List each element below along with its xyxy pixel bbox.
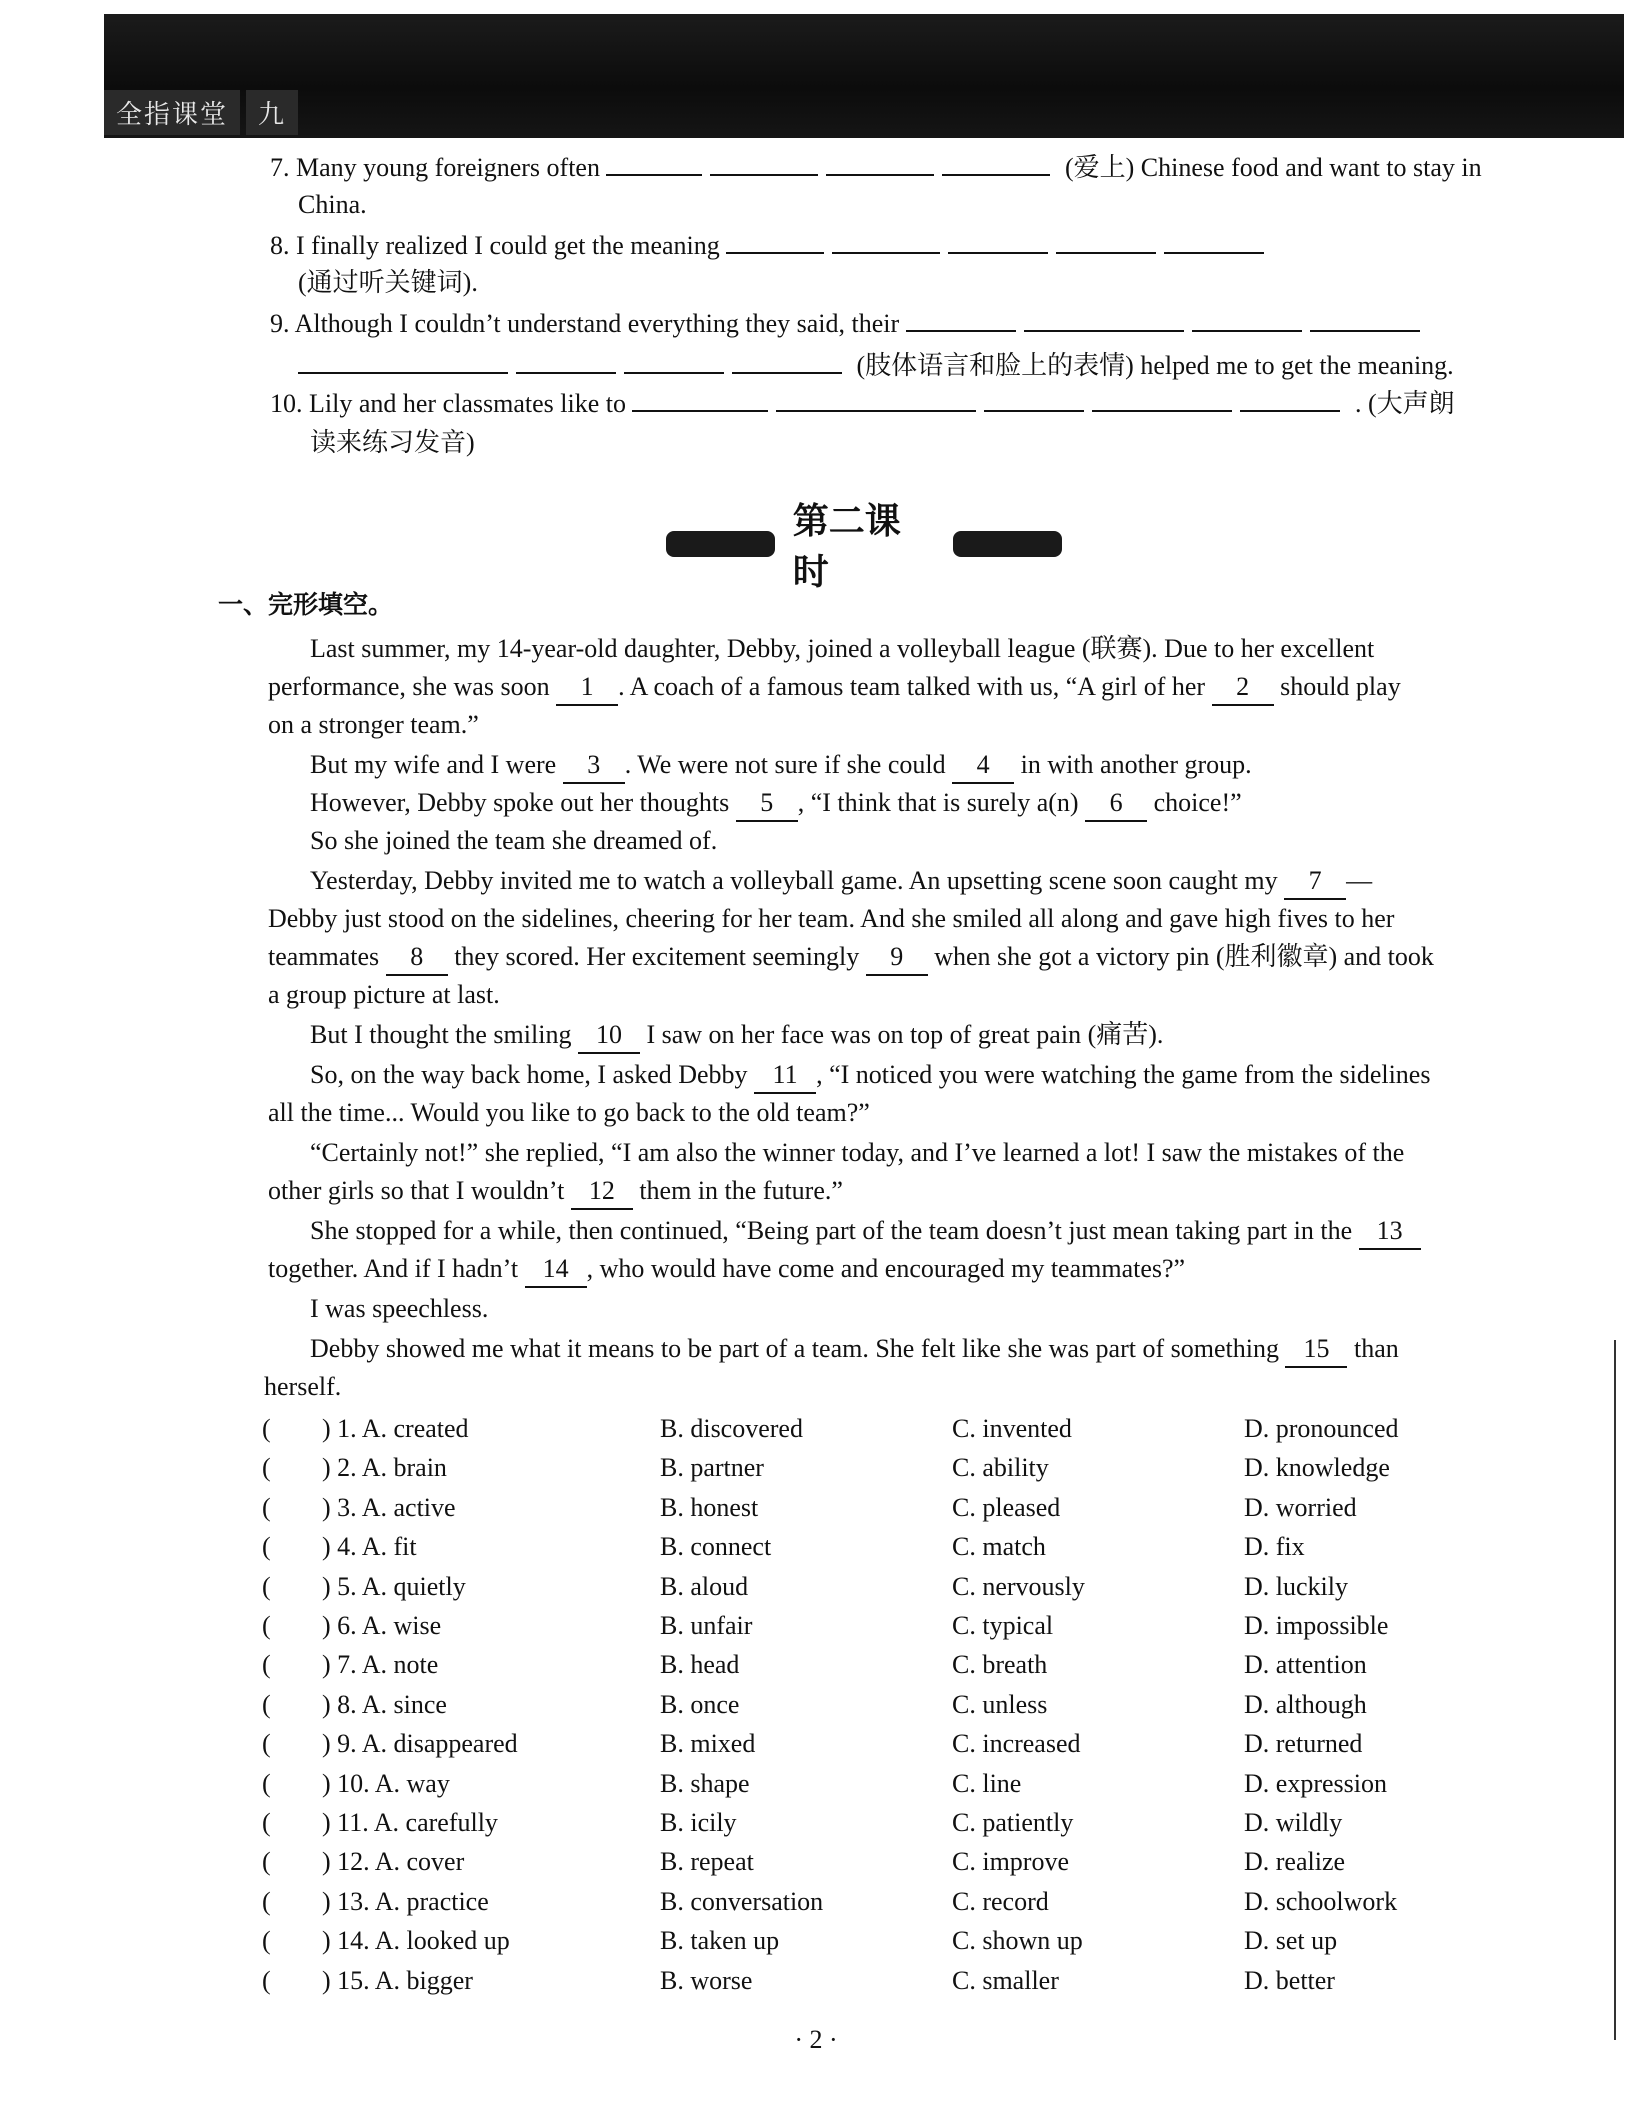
cloze-blank[interactable]: 3: [563, 748, 625, 784]
text-span: in with another group.: [1020, 750, 1252, 779]
option-c[interactable]: C. match: [952, 1532, 1046, 1561]
cloze-blank[interactable]: 2: [1212, 670, 1274, 706]
text-span: . We were not sure if she could: [624, 750, 946, 779]
text-span: So, on the way back home, I asked Debby: [310, 1060, 748, 1089]
answer-paren[interactable]: (: [262, 1572, 271, 1601]
text-span: She stopped for a while, then continued, “Being part of the team doesn’t just mean taking part in the: [310, 1216, 1353, 1245]
option-c[interactable]: C. ability: [952, 1453, 1049, 1482]
cloze-blank[interactable]: 6: [1085, 786, 1147, 822]
item-10-continued: 读来练习发音): [310, 428, 475, 457]
answer-paren[interactable]: (: [262, 1650, 271, 1679]
answer-blank[interactable]: [1192, 306, 1302, 332]
text-span: teammates: [268, 942, 380, 971]
item-9-text: 9. Although I couldn’t understand everything they said, their: [270, 309, 900, 338]
passage-line: herself.: [264, 1372, 342, 1401]
title-bar-left: [666, 531, 775, 557]
option-c[interactable]: C. patiently: [952, 1808, 1074, 1837]
section-title-text: 第二课时: [792, 501, 901, 593]
option-b[interactable]: B. repeat: [660, 1847, 754, 1876]
option-b[interactable]: B. head: [660, 1650, 740, 1679]
option-d[interactable]: D. set up: [1244, 1926, 1338, 1955]
answer-paren[interactable]: (: [262, 1453, 271, 1482]
option-a[interactable]: ) 9. A. disappeared: [322, 1729, 518, 1758]
cloze-blank[interactable]: 5: [736, 786, 798, 822]
option-d[interactable]: D. pronounced: [1244, 1414, 1399, 1443]
option-a[interactable]: ) 6. A. wise: [322, 1611, 442, 1640]
answer-blank[interactable]: [1024, 306, 1184, 332]
answer-blank[interactable]: [624, 348, 724, 374]
option-a[interactable]: ) 14. A. looked up: [322, 1926, 510, 1955]
answer-blank[interactable]: [826, 150, 934, 176]
option-b[interactable]: B. shape: [660, 1769, 750, 1798]
header-tab-grade: 九: [246, 90, 298, 135]
answer-blank[interactable]: [1240, 386, 1340, 412]
text-span: should play: [1280, 672, 1401, 701]
option-d[interactable]: D. returned: [1244, 1729, 1363, 1758]
answer-blank[interactable]: [1310, 306, 1420, 332]
option-a[interactable]: ) 4. A. fit: [322, 1532, 417, 1561]
text-span: they scored. Her excitement seemingly: [454, 942, 860, 971]
cloze-blank[interactable]: 12: [571, 1174, 633, 1210]
answer-blank[interactable]: [1056, 228, 1156, 254]
option-b[interactable]: B. taken up: [660, 1926, 780, 1955]
option-d[interactable]: D. although: [1244, 1690, 1367, 1719]
option-d[interactable]: D. attention: [1244, 1650, 1367, 1679]
item-7: [270, 150, 1482, 185]
passage-line: on a stronger team.”: [268, 710, 479, 739]
option-a[interactable]: ) 1. A. created: [322, 1414, 469, 1443]
cloze-blank[interactable]: 13: [1359, 1214, 1421, 1250]
passage-line: Last summer, my 14-year-old daughter, Debby, joined a volleyball league (联赛). Due to her excellent: [310, 634, 1375, 663]
page-number: · 2 ·: [794, 2025, 838, 2054]
answer-blank[interactable]: [832, 228, 940, 254]
answer-blank[interactable]: [906, 306, 1016, 332]
option-b[interactable]: B. icily: [660, 1808, 737, 1837]
option-c[interactable]: C. line: [952, 1769, 1022, 1798]
answer-paren[interactable]: (: [262, 1847, 271, 1876]
option-d[interactable]: D. wildly: [1244, 1808, 1343, 1837]
answer-blank[interactable]: [1092, 386, 1232, 412]
option-c[interactable]: C. improve: [952, 1847, 1069, 1876]
item-7-text: 7. Many young foreigners often: [270, 153, 600, 182]
cloze-heading: 一、完形填空。: [218, 590, 394, 619]
passage-line: a group picture at last.: [268, 980, 500, 1009]
answer-blank[interactable]: [726, 228, 824, 254]
option-b[interactable]: B. connect: [660, 1532, 772, 1561]
cloze-blank[interactable]: 4: [952, 748, 1014, 784]
answer-paren[interactable]: (: [262, 1926, 271, 1955]
item-9: [270, 306, 1428, 341]
text-span: other girls so that I wouldn’t: [268, 1176, 565, 1205]
text-span: , “I think that is surely a(n): [797, 788, 1079, 817]
passage-line: So she joined the team she dreamed of.: [310, 826, 718, 855]
answer-blank[interactable]: [942, 150, 1050, 176]
scan-edge-line: [1614, 1340, 1616, 2040]
text-span: . A coach of a famous team talked with us, “A girl of her: [618, 672, 1206, 701]
item-8: [270, 228, 1272, 263]
option-b[interactable]: B. unfair: [660, 1611, 753, 1640]
option-c[interactable]: C. nervously: [952, 1572, 1085, 1601]
title-bar-right: [953, 531, 1062, 557]
item-10: [270, 386, 1455, 421]
option-b[interactable]: B. mixed: [660, 1729, 756, 1758]
passage-line: [310, 748, 1252, 784]
option-a[interactable]: ) 3. A. active: [322, 1493, 456, 1522]
option-d[interactable]: D. schoolwork: [1244, 1887, 1398, 1916]
section-title: [648, 501, 1080, 593]
answer-blank[interactable]: [948, 228, 1048, 254]
option-d[interactable]: D. luckily: [1244, 1572, 1348, 1601]
passage-line: [310, 786, 1242, 822]
option-c[interactable]: C. breath: [952, 1650, 1048, 1679]
option-a[interactable]: ) 11. A. carefully: [322, 1808, 498, 1837]
option-c[interactable]: C. pleased: [952, 1493, 1061, 1522]
option-b[interactable]: B. partner: [660, 1453, 764, 1482]
option-b[interactable]: B. once: [660, 1690, 740, 1719]
answer-paren[interactable]: (: [262, 1887, 271, 1916]
answer-blank[interactable]: [984, 386, 1084, 412]
option-a[interactable]: ) 13. A. practice: [322, 1887, 489, 1916]
header-tabs: [104, 92, 304, 132]
passage-line: [268, 670, 1401, 706]
passage-line: [310, 1214, 1421, 1250]
option-c[interactable]: C. invented: [952, 1414, 1072, 1443]
option-b[interactable]: B. conversation: [660, 1887, 824, 1916]
passage-line: [268, 1174, 843, 1210]
passage-line: [310, 864, 1372, 900]
option-c[interactable]: C. unless: [952, 1690, 1048, 1719]
option-a[interactable]: ) 2. A. brain: [322, 1453, 447, 1482]
answer-paren[interactable]: (: [262, 1532, 271, 1561]
option-c[interactable]: C. increased: [952, 1729, 1081, 1758]
passage-line: [310, 1018, 1163, 1054]
option-d[interactable]: D. knowledge: [1244, 1453, 1390, 1482]
item-10-text: 10. Lily and her classmates like to: [270, 389, 626, 418]
passage-line: [310, 1332, 1399, 1368]
option-a[interactable]: ) 8. A. since: [322, 1690, 447, 1719]
text-span: performance, she was soon: [268, 672, 550, 701]
text-span: Debby showed me what it means to be part of a team. She felt like she was part of something: [310, 1334, 1279, 1363]
option-a[interactable]: ) 7. A. note: [322, 1650, 439, 1679]
text-span: than: [1353, 1334, 1399, 1363]
text-span: together. And if I hadn’t: [268, 1254, 519, 1283]
text-span: , “I noticed you were watching the game from the sidelines: [816, 1060, 1431, 1089]
answer-paren[interactable]: (: [262, 1611, 271, 1640]
answer-blank[interactable]: [516, 348, 616, 374]
item-7-continued: China.: [298, 190, 367, 219]
text-span: —: [1346, 866, 1373, 895]
answer-blank[interactable]: [776, 386, 976, 412]
cloze-blank[interactable]: 14: [525, 1252, 587, 1288]
answer-paren[interactable]: (: [262, 1769, 271, 1798]
passage-line: [268, 1252, 1185, 1288]
item-8-text: 8. I finally realized I could get the meaning: [270, 231, 720, 260]
option-d[interactable]: D. expression: [1244, 1769, 1387, 1798]
option-c[interactable]: C. typical: [952, 1611, 1054, 1640]
text-span: However, Debby spoke out her thoughts: [310, 788, 730, 817]
text-span: Yesterday, Debby invited me to watch a volleyball game. An upsetting scene soon caught my: [310, 866, 1278, 895]
answer-paren[interactable]: (: [262, 1808, 271, 1837]
item-7-hint: (爱上) Chinese food and want to stay in: [1064, 153, 1482, 182]
cloze-blank[interactable]: 11: [754, 1058, 816, 1094]
text-span: But I thought the smiling: [310, 1020, 572, 1049]
option-d[interactable]: D. realize: [1244, 1847, 1346, 1876]
answer-blank[interactable]: [606, 150, 702, 176]
text-span: But my wife and I were: [310, 750, 557, 779]
option-d[interactable]: D. worried: [1244, 1493, 1357, 1522]
option-b[interactable]: B. worse: [660, 1966, 753, 1995]
option-b[interactable]: B. honest: [660, 1493, 759, 1522]
answer-blank[interactable]: [632, 386, 768, 412]
passage-line: [268, 940, 1434, 976]
answer-blank[interactable]: [1164, 228, 1264, 254]
passage-line: “Certainly not!” she replied, “I am also the winner today, and I’ve learned a lot! I saw the mistakes of the: [310, 1138, 1405, 1167]
option-d[interactable]: D. fix: [1244, 1532, 1305, 1561]
answer-paren[interactable]: (: [262, 1729, 271, 1758]
passage-line: [310, 1058, 1430, 1094]
passage-line: I was speechless.: [310, 1294, 489, 1323]
item-9-hint: (肢体语言和脸上的表情) helped me to get the meaning.: [856, 351, 1454, 380]
text-span: I saw on her face was on top of great pain (痛苦).: [646, 1020, 1164, 1049]
answer-blank[interactable]: [732, 348, 842, 374]
text-span: , who would have come and encouraged my teammates?”: [586, 1254, 1186, 1283]
passage-line: all the time... Would you like to go back to the old team?”: [268, 1098, 870, 1127]
answer-paren[interactable]: (: [262, 1966, 271, 1995]
option-d[interactable]: D. better: [1244, 1966, 1335, 1995]
answer-paren[interactable]: (: [262, 1493, 271, 1522]
option-d[interactable]: D. impossible: [1244, 1611, 1389, 1640]
option-c[interactable]: C. record: [952, 1887, 1049, 1916]
cloze-blank[interactable]: 7: [1284, 864, 1346, 900]
option-a[interactable]: ) 10. A. way: [322, 1769, 450, 1798]
cloze-blank[interactable]: 1: [556, 670, 618, 706]
text-span: them in the future.”: [639, 1176, 843, 1205]
option-b[interactable]: B. discovered: [660, 1414, 803, 1443]
answer-blank[interactable]: [298, 348, 508, 374]
option-b[interactable]: B. aloud: [660, 1572, 749, 1601]
header-tab-book: 全指课堂: [104, 90, 240, 135]
header-band: [104, 14, 1624, 138]
option-c[interactable]: C. shown up: [952, 1926, 1083, 1955]
item-10-hint: . (大声朗: [1354, 389, 1455, 418]
item-9-continued: [298, 348, 1454, 383]
text-span: choice!”: [1153, 788, 1242, 817]
item-8-continued: (通过听关键词).: [298, 268, 478, 297]
cloze-blank[interactable]: 9: [866, 940, 928, 976]
cloze-blank[interactable]: 8: [386, 940, 448, 976]
answer-paren[interactable]: (: [262, 1690, 271, 1719]
option-a[interactable]: ) 12. A. cover: [322, 1847, 465, 1876]
answer-paren[interactable]: (: [262, 1414, 271, 1443]
cloze-blank[interactable]: 15: [1285, 1332, 1347, 1368]
answer-blank[interactable]: [710, 150, 818, 176]
text-span: when she got a victory pin (胜利徽章) and took: [934, 942, 1434, 971]
cloze-blank[interactable]: 10: [578, 1018, 640, 1054]
option-a[interactable]: ) 5. A. quietly: [322, 1572, 466, 1601]
passage-line: Debby just stood on the sidelines, cheering for her team. And she smiled all along and gave high fives to her: [268, 904, 1395, 933]
option-a[interactable]: ) 15. A. bigger: [322, 1966, 473, 1995]
option-c[interactable]: C. smaller: [952, 1966, 1059, 1995]
